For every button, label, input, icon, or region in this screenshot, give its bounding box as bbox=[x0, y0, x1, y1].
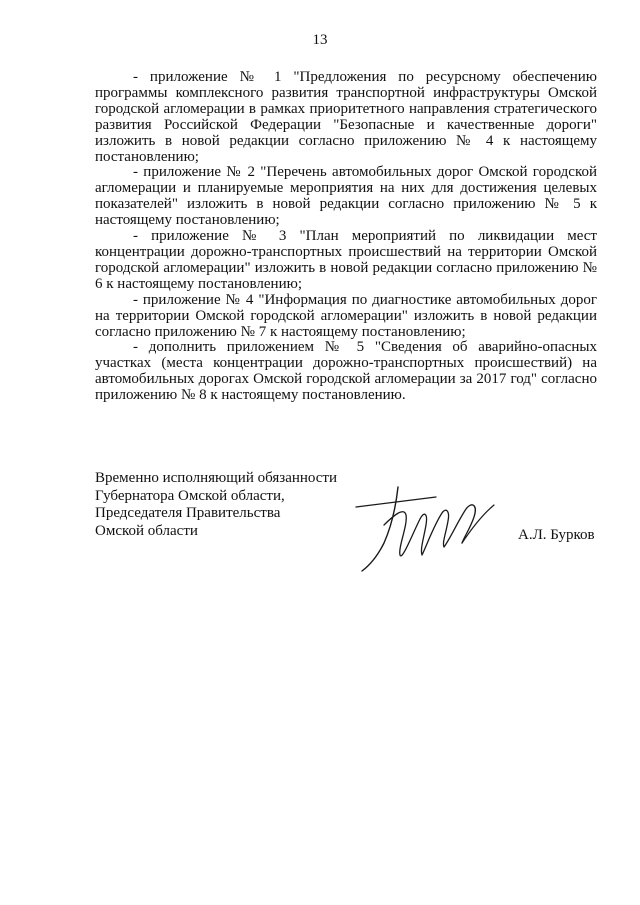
signatory-position bbox=[95, 470, 337, 540]
signatory-position-line: Председателя Правительства bbox=[95, 505, 281, 522]
signer-name: А.Л. Бурков bbox=[518, 527, 595, 543]
amendment-paragraph-2: - приложение № 2 "Перечень автомобильных дорог Омской городской агломерации и планируемые мероприятия на них для достижения целевых показателей" изложить в новой редакции согласно приложению № 5 к настоящему постановлению; bbox=[95, 164, 597, 229]
page-number: 13 bbox=[312, 32, 328, 48]
amendment-paragraph-4: - приложение № 4 "Информация по диагностике автомобильных дорог на территории Омской городской агломерации" изложить в новой редакции согласно приложению № 7 к настоящему постановлению; bbox=[95, 291, 597, 340]
amendment-paragraph-3: - приложение № 3 "План мероприятий по ликвидации мест концентрации дорожно-транспортных происшествий на территории Омской городской агломерации" изложить в новой редакции согласно приложению № 6 к настоящему постановлению; bbox=[95, 228, 597, 292]
document-body bbox=[95, 70, 597, 404]
signatory-position-line: Губернатора Омской области, bbox=[95, 487, 285, 504]
amendment-paragraph-5: - дополнить приложением № 5 "Сведения об аварийно-опасных участках (места концентрации дорожно-транспортных происшествий) на автомобильных дорогах Омской городской агломерации за 2017 год" согласно приложению № 8 к настоящему постановлению. bbox=[95, 339, 597, 404]
signatory-position-line: Омской области bbox=[95, 522, 198, 539]
amendment-paragraph-1: - приложение № 1 "Предложения по ресурсному обеспечению программы комплексного развития транспортной инфраструктуры Омской городской агломерации в рамках приоритетного направления стратегического развития Российской Федерации "Безопасные и качественные дороги" изложить в новой редакции согласно приложению № 4 к настоящему постановлению; bbox=[95, 69, 597, 165]
handwritten-signature bbox=[354, 485, 504, 575]
signatory-position-line: Временно исполняющий обязанности bbox=[95, 470, 338, 486]
